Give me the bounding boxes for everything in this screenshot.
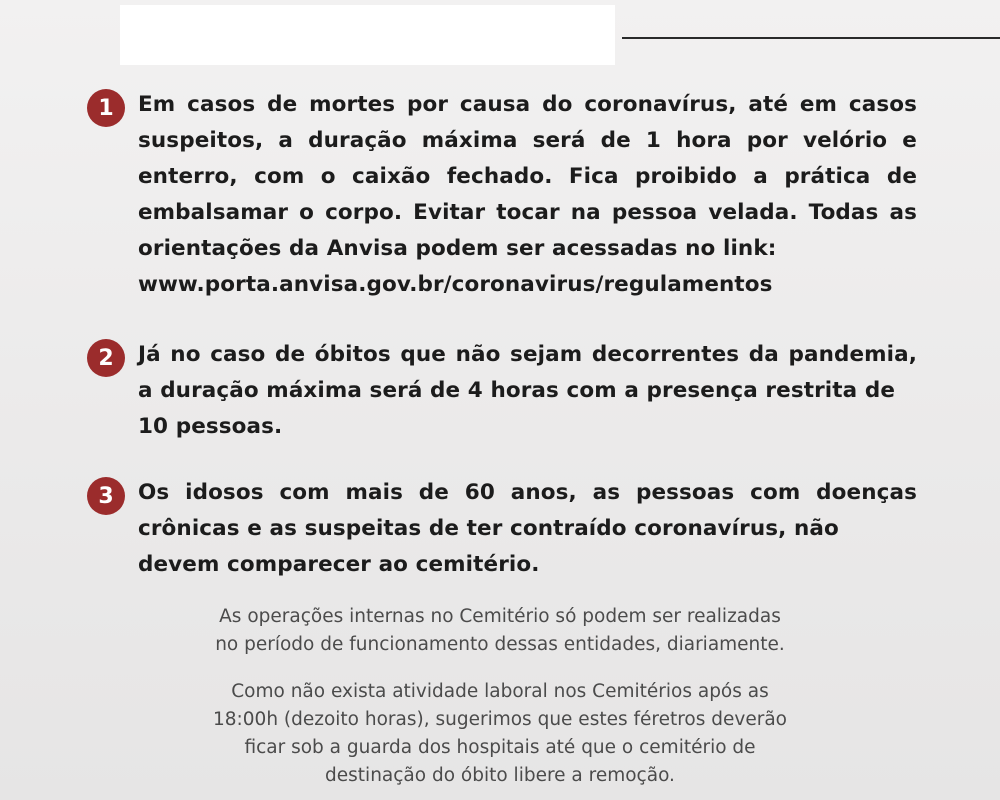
header-rule xyxy=(622,37,1000,39)
item-1-text: Em casos de mortes por causa do coronavírus, até em casos suspeitos, a duração máxima será de 1 hora por velório e enterro, com o caixão fechado. Fica proibido a prática de embalsamar o corpo. Evitar tocar na pessoa velada. Todas as orientações da Anvisa podem ser acessadas no link: www.porta.anvisa.gov.br/coronavirus/regulamentos xyxy=(138,87,917,303)
anvisa-link[interactable]: www.porta.anvisa.gov.br/coronavirus/regulamentos xyxy=(138,272,773,297)
header-white-box xyxy=(120,5,615,65)
item-3-text: Os idosos com mais de 60 anos, as pessoas com doenças crônicas e as suspeitas de ter contraído coronavírus, não devem comparecer ao cemitério. xyxy=(138,480,917,577)
note-operations: As operações internas no Cemitério só podem ser realizadas no período de funcionamento dessas entidades, diariamente. xyxy=(215,606,785,655)
number-badge-2: 2 xyxy=(87,339,125,377)
note-after-hours: Como não exista atividade laboral nos Cemitérios após as 18:00h (dezoito horas), sugerimos que estes féretros deverão ficar sob a guarda dos hospitais até que o cemitério de destinação do óbito libere a remoção. xyxy=(213,681,787,786)
number-badge-3: 3 xyxy=(87,477,125,515)
list-item-1 xyxy=(87,87,917,303)
list-item-3 xyxy=(87,475,917,583)
list-item-2 xyxy=(87,337,917,445)
number-badge-1: 1 xyxy=(87,89,125,127)
item-2-text: Já no caso de óbitos que não sejam decorrentes da pandemia, a duração máxima será de 4 horas com a presença restrita de 10 pessoas. xyxy=(138,342,917,439)
